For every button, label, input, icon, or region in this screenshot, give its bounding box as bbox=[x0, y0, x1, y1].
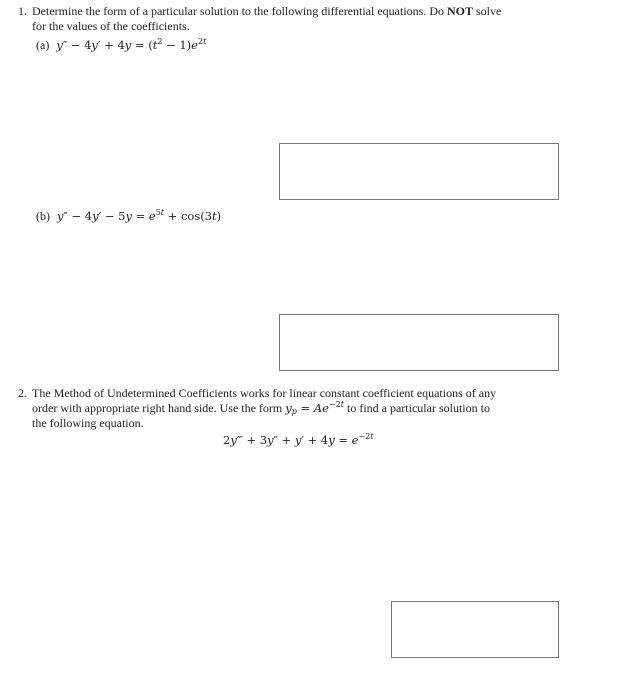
answer-box-part-a[interactable] bbox=[279, 143, 559, 200]
trial-form-formula: $y_p = Ae^{-2t}$ bbox=[285, 400, 344, 416]
problem-2-prompt-line-2 bbox=[32, 401, 490, 416]
answer-box-problem-2[interactable] bbox=[391, 601, 559, 658]
part-a-label: (a) bbox=[36, 38, 50, 52]
problem-2-number: 2. bbox=[18, 386, 27, 400]
problem-2-prompt-start: order with appropriate right hand side. Use the form bbox=[32, 401, 286, 415]
part-a-equation: $y'' - 4y' + 4y = (t^2 - 1)e^{2t}$ bbox=[56, 37, 207, 52]
problem-2-prompt-end: to find a particular solution to bbox=[343, 401, 490, 415]
part-b-label: (b) bbox=[36, 209, 50, 223]
problem-1-prompt-text: Determine the form of a particular solution to the following differential equations. Do bbox=[32, 4, 447, 18]
answer-box-part-b[interactable] bbox=[279, 314, 559, 371]
problem-1-number: 1. bbox=[18, 4, 27, 18]
problem-2-prompt-line-3: the following equation. bbox=[32, 416, 144, 430]
problem-2-equation: 2y‴ + $3y'' + y' + 4y = e^{-2t}$ bbox=[223, 432, 374, 447]
part-b bbox=[36, 209, 221, 224]
problem-1-prompt-line-1 bbox=[32, 4, 501, 19]
problem-1-prompt-line-2: for the values of the coefficients. bbox=[32, 19, 190, 33]
problem-2-prompt-line-1: The Method of Undetermined Coefficients works for linear constant coefficient equations of any bbox=[32, 386, 497, 400]
part-b-equation: $y'' - 4y' - 5y = e^{5t} + \cos(3t)$ bbox=[57, 208, 222, 223]
problem-1-prompt-end: solve bbox=[473, 4, 502, 18]
part-a bbox=[36, 38, 206, 53]
not-emphasis: NOT bbox=[447, 4, 474, 18]
